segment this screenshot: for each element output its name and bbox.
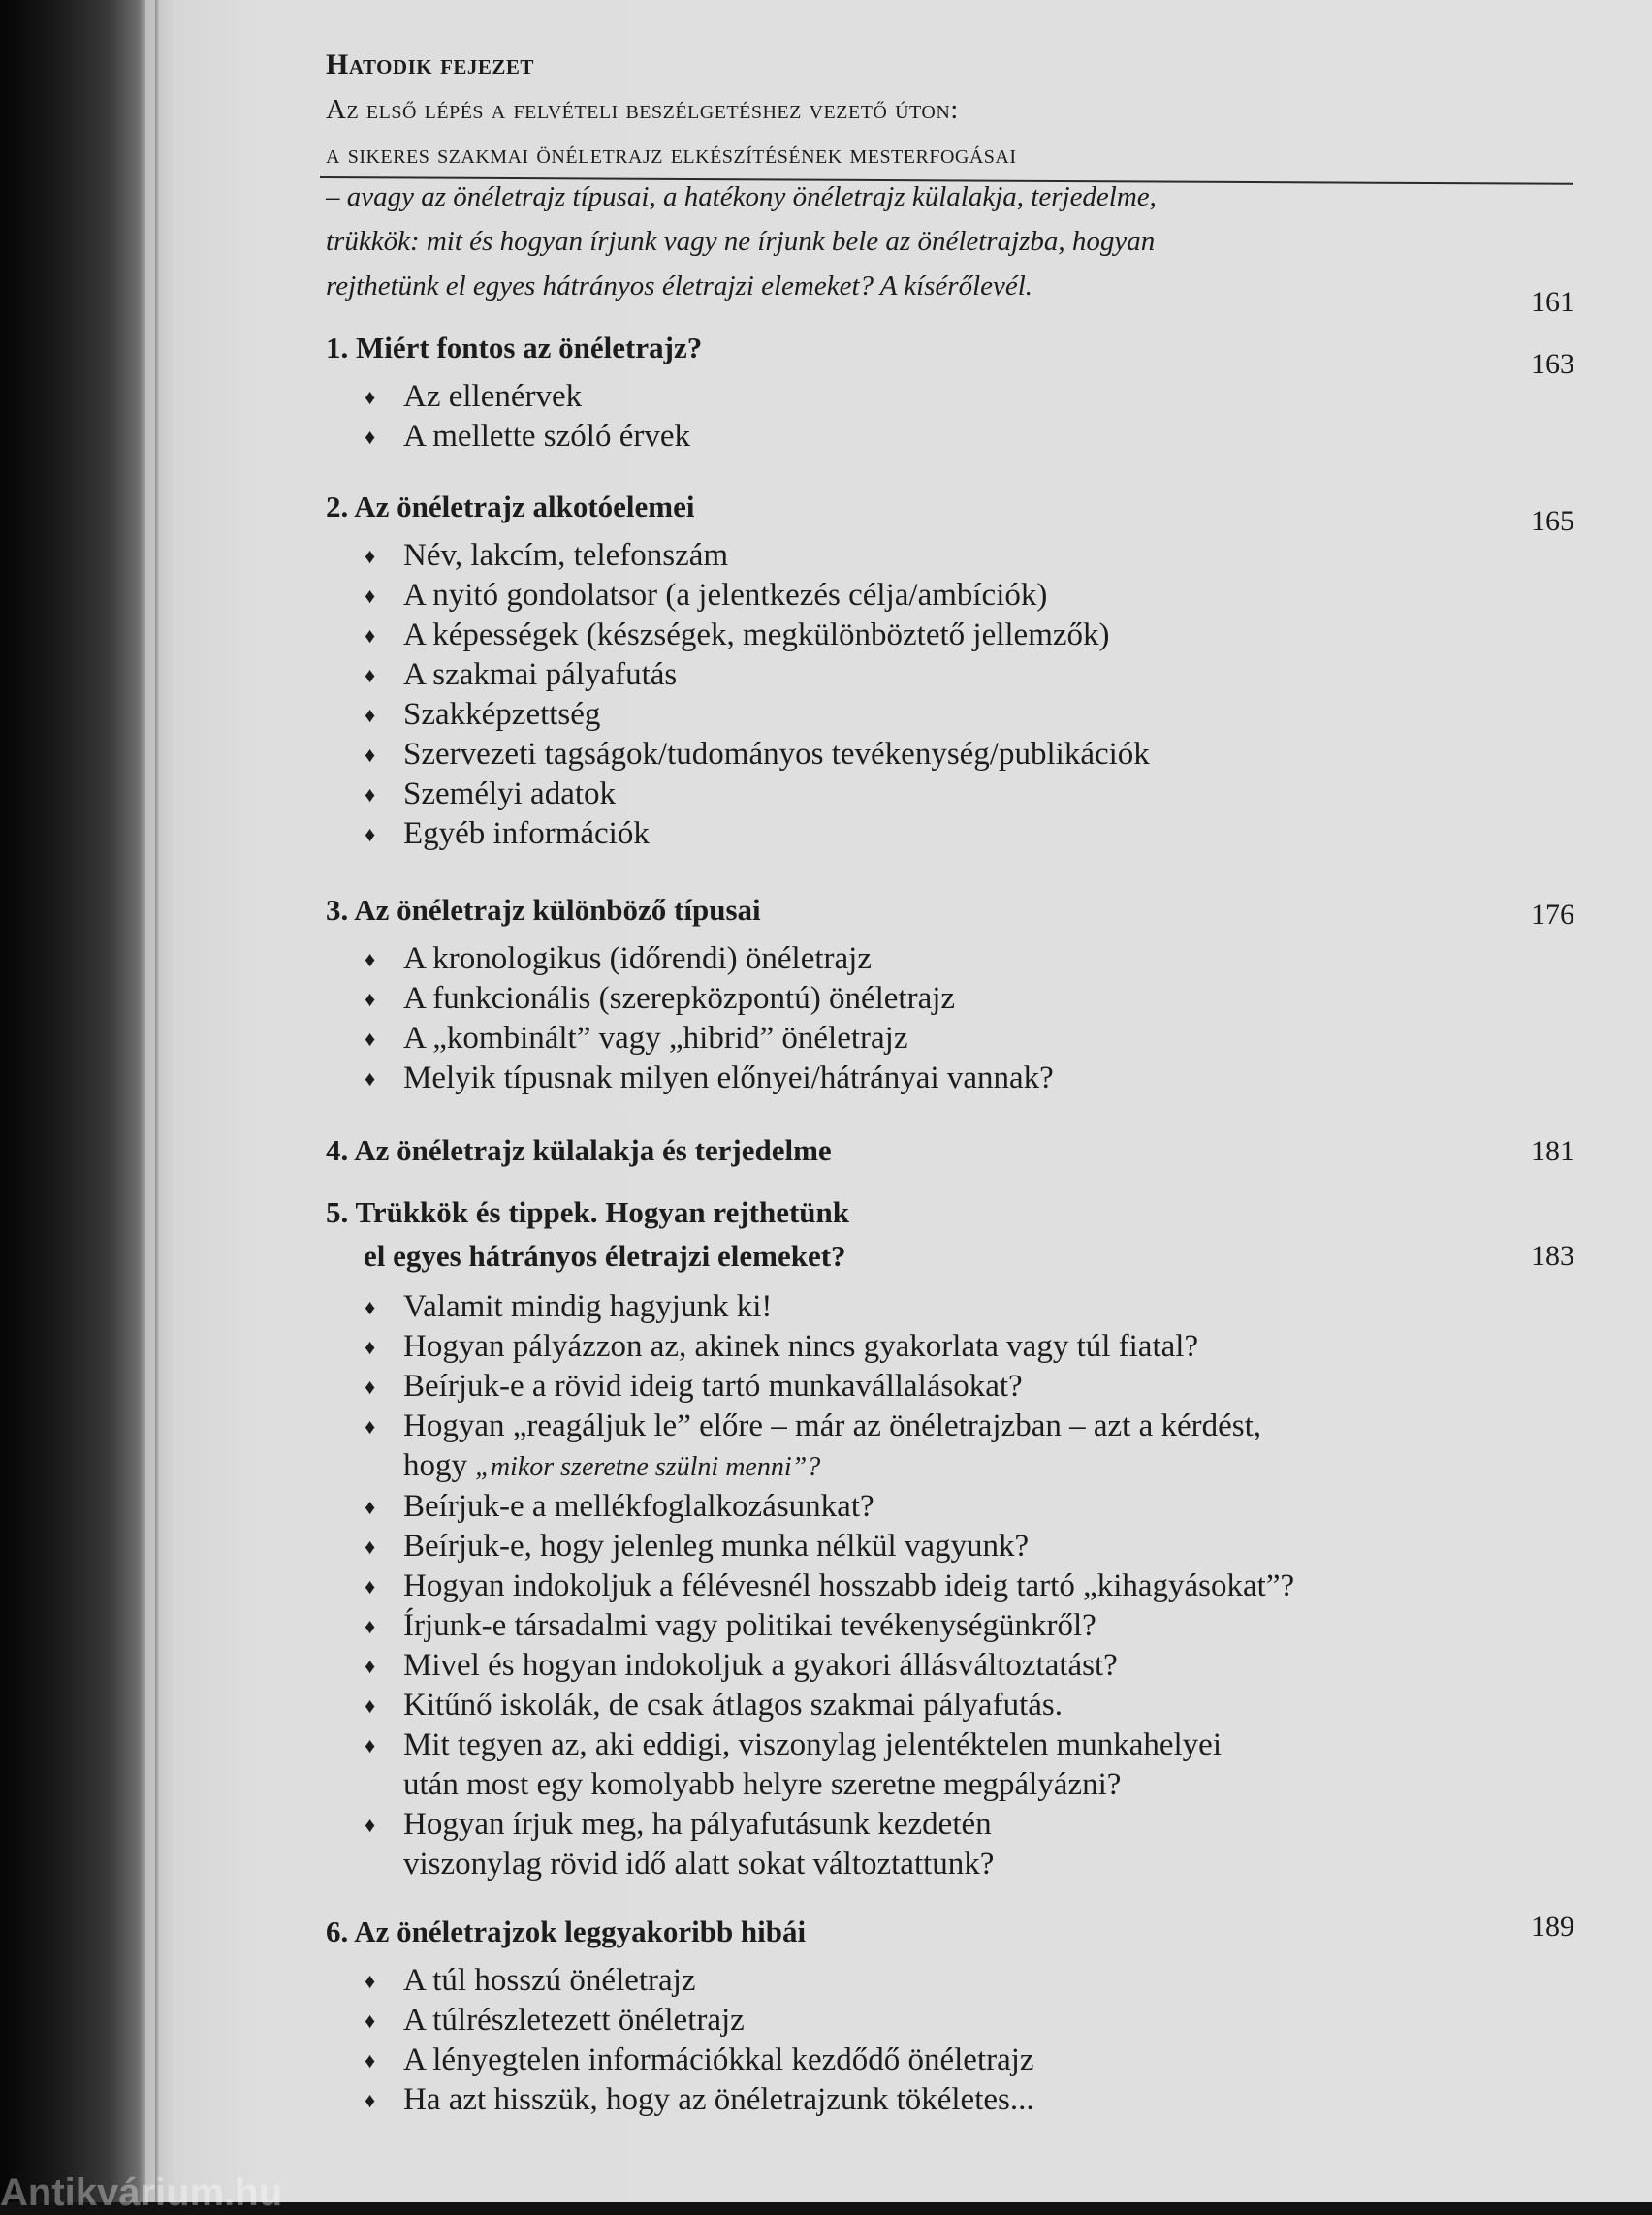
list-item: ♦ Az ellenérvek bbox=[326, 377, 1489, 417]
diamond-bullet-icon: ♦ bbox=[365, 1654, 376, 1678]
section-6 bbox=[326, 1910, 1489, 2120]
list-item: ♦ A funkcionális (szerepközpontú) önéletrajz bbox=[326, 979, 1489, 1019]
diamond-bullet-icon: ♦ bbox=[365, 1495, 376, 1519]
page-number-chapter: 161 bbox=[1531, 286, 1574, 318]
section-title-line-1: 5. Trükkök és tippek. Hogyan rejthetünk bbox=[326, 1195, 850, 1229]
list-item: ♦ Szakképzettség bbox=[326, 695, 1489, 735]
page-number-section-4: 181 bbox=[1531, 1135, 1574, 1167]
list-item: ♦ Név, lakcím, telefonszám bbox=[326, 536, 1489, 576]
list-item: ♦ Beírjuk-e a rövid ideig tartó munkavállalásokat? bbox=[326, 1367, 1489, 1407]
diamond-bullet-icon: ♦ bbox=[365, 743, 376, 767]
page-number-section-3: 176 bbox=[1531, 899, 1574, 931]
diamond-bullet-icon: ♦ bbox=[365, 1574, 376, 1598]
list-item: ♦ Beírjuk-e, hogy jelenleg munka nélkül vagyunk? bbox=[326, 1527, 1489, 1566]
page-number-section-5: 183 bbox=[1531, 1240, 1574, 1272]
chapter-description bbox=[326, 174, 1295, 308]
list-item: ♦ Hogyan írjuk meg, ha pályafutásunk kezdetén bbox=[326, 1805, 1489, 1845]
list-item: ♦ Szervezeti tagságok/tudományos tevékenység/publikációk bbox=[326, 735, 1489, 775]
section-1 bbox=[326, 326, 1489, 457]
page-number-section-6: 189 bbox=[1531, 1911, 1574, 1943]
description-line-3: rejthetünk el egyes hátrányos életrajzi elemeket? A kísérőlevél. bbox=[326, 270, 1033, 301]
diamond-bullet-icon: ♦ bbox=[365, 1969, 376, 1993]
section-3 bbox=[326, 888, 1489, 1098]
diamond-bullet-icon: ♦ bbox=[365, 2009, 376, 2033]
diamond-bullet-icon: ♦ bbox=[365, 1733, 376, 1757]
diamond-bullet-icon: ♦ bbox=[365, 1535, 376, 1559]
diamond-bullet-icon: ♦ bbox=[365, 1335, 376, 1359]
section-title-line-2: el egyes hátrányos életrajzi elemeket? bbox=[364, 1239, 846, 1273]
diamond-bullet-icon: ♦ bbox=[365, 1813, 376, 1837]
list-item: ♦ Írjunk-e társadalmi vagy politikai tevékenységünkről? bbox=[326, 1606, 1489, 1646]
diamond-bullet-icon: ♦ bbox=[365, 1027, 376, 1051]
diamond-bullet-icon: ♦ bbox=[365, 1693, 376, 1718]
diamond-bullet-icon: ♦ bbox=[365, 782, 376, 807]
diamond-bullet-icon: ♦ bbox=[365, 1414, 376, 1439]
diamond-bullet-icon: ♦ bbox=[365, 703, 376, 727]
list-item: ♦ A szakmai pályafutás bbox=[326, 655, 1489, 695]
section-title: 4. Az önéletrajz külalakja és terjedelme bbox=[326, 1133, 832, 1167]
list-item: ♦ Hogyan pályázzon az, akinek nincs gyakorlata vagy túl fiatal? bbox=[326, 1327, 1489, 1367]
chapter-title-line-2: a sikeres szakmai önéletrajz elkészítésének mesterfogásai bbox=[326, 139, 1017, 170]
description-line-2: trükkök: mit és hogyan írjunk vagy ne írjunk bele az önéletrajzba, hogyan bbox=[326, 226, 1156, 257]
list-item: ♦ Beírjuk-e a mellékfoglalkozásunkat? bbox=[326, 1487, 1489, 1527]
list-item: ♦ Egyéb információk bbox=[326, 814, 1489, 854]
list-item: ♦ Mivel és hogyan indokoljuk a gyakori állásváltoztatást? bbox=[326, 1646, 1489, 1686]
list-item: ♦ A kronologikus (időrendi) önéletrajz bbox=[326, 939, 1489, 979]
diamond-bullet-icon: ♦ bbox=[365, 1066, 376, 1091]
section-title: 2. Az önéletrajz alkotóelemei bbox=[326, 490, 695, 523]
list-item: ♦ Személyi adatok bbox=[326, 775, 1489, 814]
list-item: ♦ Kitűnő iskolák, de csak átlagos szakmai pályafutás. bbox=[326, 1686, 1489, 1725]
page-edge bbox=[155, 0, 160, 2202]
diamond-bullet-icon: ♦ bbox=[365, 623, 376, 648]
watermark: Antikvárium.hu bbox=[0, 2171, 283, 2214]
diamond-bullet-icon: ♦ bbox=[365, 584, 376, 608]
list-item-continuation: után most egy komolyabb helyre szeretne megpályázni? bbox=[403, 1767, 1122, 1802]
list-item: ♦ Hogyan indokoljuk a félévesnél hosszabb ideig tartó „kihagyásokat”? bbox=[326, 1566, 1489, 1606]
list-item: ♦ A mellette szóló érvek bbox=[326, 417, 1489, 457]
list-item: ♦ A képességek (készségek, megkülönböztető jellemzők) bbox=[326, 616, 1489, 655]
diamond-bullet-icon: ♦ bbox=[365, 385, 376, 409]
chapter-header bbox=[326, 43, 1576, 176]
page-number-section-2: 165 bbox=[1531, 505, 1574, 537]
diamond-bullet-icon: ♦ bbox=[365, 2088, 376, 2112]
list-item: ♦ Mit tegyen az, aki eddigi, viszonylag jelentéktelen munkahelyei bbox=[326, 1725, 1489, 1765]
section-5 bbox=[326, 1190, 1489, 1884]
list-item: ♦ A lényegtelen információkkal kezdődő önéletrajz bbox=[326, 2041, 1489, 2080]
list-item: ♦ Ha azt hisszük, hogy az önéletrajzunk tökéletes... bbox=[326, 2080, 1489, 2120]
diamond-bullet-icon: ♦ bbox=[365, 1295, 376, 1319]
diamond-bullet-icon: ♦ bbox=[365, 2048, 376, 2073]
list-item-continuation: viszonylag rövid idő alatt sokat változtattunk? bbox=[403, 1847, 995, 1882]
list-item: ♦ Melyik típusnak milyen előnyei/hátrányai vannak? bbox=[326, 1059, 1489, 1098]
section-title: 1. Miért fontos az önéletrajz? bbox=[326, 331, 703, 364]
section-title: 6. Az önéletrajzok leggyakoribb hibái bbox=[326, 1914, 807, 1948]
list-item: ♦ A túlrészletezett önéletrajz bbox=[326, 2001, 1489, 2041]
diamond-bullet-icon: ♦ bbox=[365, 663, 376, 687]
list-item: ♦ Hogyan „reagáljuk le” előre – már az önéletrajzban – azt a kérdést, bbox=[326, 1407, 1489, 1446]
list-item-continuation: hogy „mikor szeretne szülni menni”? bbox=[403, 1448, 821, 1483]
list-item: ♦ A „kombinált” vagy „hibrid” önéletrajz bbox=[326, 1019, 1489, 1059]
diamond-bullet-icon: ♦ bbox=[365, 425, 376, 449]
chapter-label: Hatodik fejezet bbox=[326, 48, 534, 80]
book-spine bbox=[0, 0, 145, 2202]
page-number-section-1: 163 bbox=[1531, 348, 1574, 380]
italic-quote: „mikor szeretne szülni menni”? bbox=[475, 1452, 821, 1482]
diamond-bullet-icon: ♦ bbox=[365, 822, 376, 846]
list-item: ♦ A túl hosszú önéletrajz bbox=[326, 1961, 1489, 2001]
diamond-bullet-icon: ♦ bbox=[365, 544, 376, 568]
list-item: ♦ A nyitó gondolatsor (a jelentkezés célja/ambíciók) bbox=[326, 576, 1489, 616]
description-line-1: – avagy az önéletrajz típusai, a hatékony önéletrajz külalakja, terjedelme, bbox=[326, 181, 1157, 212]
chapter-title-line-1: Az első lépés a felvételi beszélgetéshez vezető úton: bbox=[326, 94, 959, 125]
diamond-bullet-icon: ♦ bbox=[365, 1614, 376, 1638]
diamond-bullet-icon: ♦ bbox=[365, 947, 376, 971]
section-title: 3. Az önéletrajz különböző típusai bbox=[326, 893, 761, 927]
diamond-bullet-icon: ♦ bbox=[365, 987, 376, 1011]
diamond-bullet-icon: ♦ bbox=[365, 1375, 376, 1399]
section-2 bbox=[326, 485, 1489, 854]
section-4 bbox=[326, 1128, 1489, 1172]
list-item: ♦ Valamit mindig hagyjunk ki! bbox=[326, 1287, 1489, 1327]
